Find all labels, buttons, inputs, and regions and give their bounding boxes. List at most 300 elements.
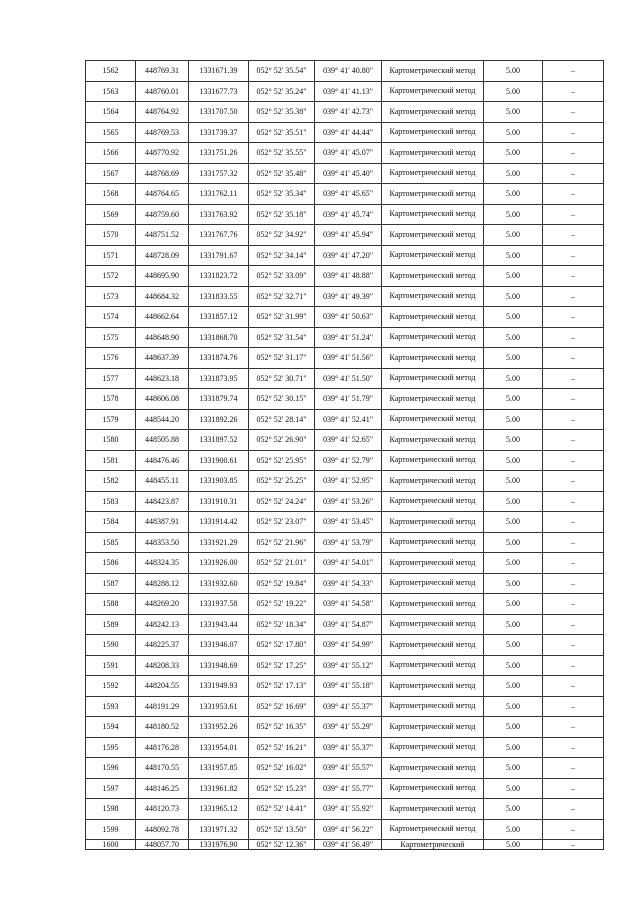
point-number-cell: 1585 (86, 532, 136, 553)
tolerance-cell: 5.00 (484, 450, 543, 471)
method-cell: Картометрический метод (382, 225, 484, 246)
note-cell: – (543, 286, 604, 307)
point-number-cell: 1598 (86, 799, 136, 820)
method-cell: Картометрический метод (382, 245, 484, 266)
tolerance-cell: 5.00 (484, 143, 543, 164)
tolerance-cell: 5.00 (484, 553, 543, 574)
method-cell: Картометрический метод (382, 532, 484, 553)
longitude-cell: 039° 41' 49.39" (315, 286, 382, 307)
x-coordinate-cell: 448170.55 (136, 758, 189, 779)
longitude-cell: 039° 41' 47.20" (315, 245, 382, 266)
method-cell: Картометрический метод (382, 81, 484, 102)
method-cell: Картометрический метод (382, 594, 484, 615)
longitude-cell: 039° 41' 45.40" (315, 163, 382, 184)
x-coordinate-cell: 448637.39 (136, 348, 189, 369)
table-row (86, 491, 604, 512)
point-number-cell: 1564 (86, 102, 136, 123)
x-coordinate-cell: 448648.90 (136, 327, 189, 348)
point-number-cell: 1600 (86, 840, 136, 850)
table-row (86, 676, 604, 697)
method-cell: Картометрический метод (382, 696, 484, 717)
table-row (86, 635, 604, 656)
latitude-cell: 052° 52' 34.14" (249, 245, 315, 266)
x-coordinate-cell: 448423.87 (136, 491, 189, 512)
longitude-cell: 039° 41' 51.56" (315, 348, 382, 369)
y-coordinate-cell: 1331763.92 (189, 204, 249, 225)
y-coordinate-cell: 1331671.39 (189, 61, 249, 82)
method-cell: Картометрический метод (382, 122, 484, 143)
latitude-cell: 052° 52' 34.92" (249, 225, 315, 246)
y-coordinate-cell: 1331948.69 (189, 655, 249, 676)
tolerance-cell: 5.00 (484, 225, 543, 246)
note-cell: – (543, 225, 604, 246)
tolerance-cell: 5.00 (484, 286, 543, 307)
method-cell: Картометрический метод (382, 143, 484, 164)
method-cell: Картометрический метод (382, 184, 484, 205)
longitude-cell: 039° 41' 53.45" (315, 512, 382, 533)
note-cell: – (543, 102, 604, 123)
method-cell: Картометрический метод (382, 204, 484, 225)
x-coordinate-cell: 448353.50 (136, 532, 189, 553)
note-cell: – (543, 307, 604, 328)
x-coordinate-cell: 448208.33 (136, 655, 189, 676)
longitude-cell: 039° 41' 55.77" (315, 778, 382, 799)
longitude-cell: 039° 41' 41.13" (315, 81, 382, 102)
y-coordinate-cell: 1331677.73 (189, 81, 249, 102)
longitude-cell: 039° 41' 56.22" (315, 819, 382, 840)
note-cell: – (543, 696, 604, 717)
x-coordinate-cell: 448176.28 (136, 737, 189, 758)
method-cell: Картометрический метод (382, 389, 484, 410)
tolerance-cell: 5.00 (484, 122, 543, 143)
tolerance-cell: 5.00 (484, 184, 543, 205)
method-cell: Картометрический метод (382, 553, 484, 574)
x-coordinate-cell: 448476.46 (136, 450, 189, 471)
note-cell: – (543, 778, 604, 799)
latitude-cell: 052° 52' 23.07" (249, 512, 315, 533)
note-cell: – (543, 573, 604, 594)
method-cell: Картометрический метод (382, 471, 484, 492)
tolerance-cell: 5.00 (484, 758, 543, 779)
method-cell: Картометрический метод (382, 512, 484, 533)
x-coordinate-cell: 448120.73 (136, 799, 189, 820)
latitude-cell: 052° 52' 31.54" (249, 327, 315, 348)
latitude-cell: 052° 52' 15.23" (249, 778, 315, 799)
note-cell: – (543, 491, 604, 512)
note-cell: – (543, 471, 604, 492)
latitude-cell: 052° 52' 19.22" (249, 594, 315, 615)
tolerance-cell: 5.00 (484, 102, 543, 123)
latitude-cell: 052° 52' 35.18" (249, 204, 315, 225)
point-number-cell: 1588 (86, 594, 136, 615)
method-cell: Картометрический метод (382, 348, 484, 369)
method-cell: Картометрический метод (382, 717, 484, 738)
y-coordinate-cell: 1331965.12 (189, 799, 249, 820)
x-coordinate-cell: 448759.60 (136, 204, 189, 225)
table-row (86, 368, 604, 389)
table-row (86, 266, 604, 287)
note-cell: – (543, 409, 604, 430)
coordinates-table-sheet (85, 60, 603, 850)
point-number-cell: 1567 (86, 163, 136, 184)
longitude-cell: 039° 41' 54.87" (315, 614, 382, 635)
y-coordinate-cell: 1331914.42 (189, 512, 249, 533)
latitude-cell: 052° 52' 26.90" (249, 430, 315, 451)
table-row (86, 799, 604, 820)
latitude-cell: 052° 52' 21.96" (249, 532, 315, 553)
tolerance-cell: 5.00 (484, 81, 543, 102)
tolerance-cell: 5.00 (484, 717, 543, 738)
note-cell: – (543, 553, 604, 574)
table-row (86, 143, 604, 164)
tolerance-cell: 5.00 (484, 512, 543, 533)
table-row (86, 819, 604, 840)
y-coordinate-cell: 1331953.61 (189, 696, 249, 717)
point-number-cell: 1599 (86, 819, 136, 840)
tolerance-cell: 5.00 (484, 430, 543, 451)
table-row (86, 122, 604, 143)
point-number-cell: 1579 (86, 409, 136, 430)
y-coordinate-cell: 1331954.01 (189, 737, 249, 758)
table-row (86, 389, 604, 410)
table-row (86, 102, 604, 123)
y-coordinate-cell: 1331976.90 (189, 840, 249, 850)
latitude-cell: 052° 52' 32.71" (249, 286, 315, 307)
tolerance-cell: 5.00 (484, 368, 543, 389)
longitude-cell: 039° 41' 55.92" (315, 799, 382, 820)
tolerance-cell: 5.00 (484, 778, 543, 799)
point-number-cell: 1587 (86, 573, 136, 594)
longitude-cell: 039° 41' 55.12" (315, 655, 382, 676)
latitude-cell: 052° 52' 16.35" (249, 717, 315, 738)
x-coordinate-cell: 448180.52 (136, 717, 189, 738)
point-number-cell: 1572 (86, 266, 136, 287)
longitude-cell: 039° 41' 40.80" (315, 61, 382, 82)
tolerance-cell: 5.00 (484, 614, 543, 635)
table-row (86, 348, 604, 369)
point-number-cell: 1584 (86, 512, 136, 533)
latitude-cell: 052° 52' 33.09" (249, 266, 315, 287)
tolerance-cell: 5.00 (484, 655, 543, 676)
note-cell: – (543, 635, 604, 656)
method-cell: Картометрический метод (382, 266, 484, 287)
x-coordinate-cell: 448769.31 (136, 61, 189, 82)
latitude-cell: 052° 52' 16.21" (249, 737, 315, 758)
x-coordinate-cell: 448684.32 (136, 286, 189, 307)
note-cell: – (543, 717, 604, 738)
tolerance-cell: 5.00 (484, 266, 543, 287)
point-number-cell: 1570 (86, 225, 136, 246)
y-coordinate-cell: 1331932.60 (189, 573, 249, 594)
longitude-cell: 039° 41' 55.29" (315, 717, 382, 738)
note-cell: – (543, 348, 604, 369)
y-coordinate-cell: 1331892.26 (189, 409, 249, 430)
tolerance-cell: 5.00 (484, 799, 543, 820)
tolerance-cell: 5.00 (484, 61, 543, 82)
x-coordinate-cell: 448764.92 (136, 102, 189, 123)
x-coordinate-cell: 448204.55 (136, 676, 189, 697)
point-number-cell: 1586 (86, 553, 136, 574)
point-number-cell: 1578 (86, 389, 136, 410)
y-coordinate-cell: 1331943.44 (189, 614, 249, 635)
point-number-cell: 1574 (86, 307, 136, 328)
longitude-cell: 039° 41' 55.37" (315, 696, 382, 717)
latitude-cell: 052° 52' 21.01" (249, 553, 315, 574)
table-row (86, 430, 604, 451)
y-coordinate-cell: 1331791.67 (189, 245, 249, 266)
point-number-cell: 1590 (86, 635, 136, 656)
y-coordinate-cell: 1331946.07 (189, 635, 249, 656)
table-row (86, 307, 604, 328)
tolerance-cell: 5.00 (484, 389, 543, 410)
note-cell: – (543, 122, 604, 143)
latitude-cell: 052° 52' 30.71" (249, 368, 315, 389)
point-number-cell: 1583 (86, 491, 136, 512)
longitude-cell: 039° 41' 54.01" (315, 553, 382, 574)
longitude-cell: 039° 41' 51.79" (315, 389, 382, 410)
x-coordinate-cell: 448662.64 (136, 307, 189, 328)
y-coordinate-cell: 1331879.74 (189, 389, 249, 410)
longitude-cell: 039° 41' 51.24" (315, 327, 382, 348)
method-cell: Картометрический метод (382, 799, 484, 820)
x-coordinate-cell: 448769.53 (136, 122, 189, 143)
y-coordinate-cell: 1331900.61 (189, 450, 249, 471)
method-cell: Картометрический метод (382, 614, 484, 635)
tolerance-cell: 5.00 (484, 594, 543, 615)
x-coordinate-cell: 448057.70 (136, 840, 189, 850)
tolerance-cell: 5.00 (484, 491, 543, 512)
longitude-cell: 039° 41' 51.50" (315, 368, 382, 389)
x-coordinate-cell: 448324.35 (136, 553, 189, 574)
x-coordinate-cell: 448505.88 (136, 430, 189, 451)
y-coordinate-cell: 1331937.58 (189, 594, 249, 615)
longitude-cell: 039° 41' 45.65" (315, 184, 382, 205)
point-number-cell: 1596 (86, 758, 136, 779)
latitude-cell: 052° 52' 35.55" (249, 143, 315, 164)
method-cell: Картометрический метод (382, 573, 484, 594)
tolerance-cell: 5.00 (484, 409, 543, 430)
latitude-cell: 052° 52' 25.25" (249, 471, 315, 492)
point-number-cell: 1591 (86, 655, 136, 676)
y-coordinate-cell: 1331739.37 (189, 122, 249, 143)
longitude-cell: 039° 41' 45.94" (315, 225, 382, 246)
y-coordinate-cell: 1331949.93 (189, 676, 249, 697)
tolerance-cell: 5.00 (484, 840, 543, 850)
longitude-cell: 039° 41' 55.57" (315, 758, 382, 779)
table-row (86, 450, 604, 471)
table-row (86, 61, 604, 82)
longitude-cell: 039° 41' 56.49" (315, 840, 382, 850)
method-cell: Картометрический метод (382, 163, 484, 184)
note-cell: – (543, 532, 604, 553)
method-cell: Картометрический метод (382, 102, 484, 123)
point-number-cell: 1571 (86, 245, 136, 266)
tolerance-cell: 5.00 (484, 307, 543, 328)
table-row (86, 717, 604, 738)
note-cell: – (543, 204, 604, 225)
method-cell: Картометрический метод (382, 676, 484, 697)
x-coordinate-cell: 448544.20 (136, 409, 189, 430)
x-coordinate-cell: 448191.29 (136, 696, 189, 717)
point-number-cell: 1595 (86, 737, 136, 758)
method-cell: Картометрический метод (382, 778, 484, 799)
table-row (86, 327, 604, 348)
note-cell: – (543, 327, 604, 348)
longitude-cell: 039° 41' 52.41" (315, 409, 382, 430)
tolerance-cell: 5.00 (484, 696, 543, 717)
note-cell: – (543, 81, 604, 102)
note-cell: – (543, 245, 604, 266)
point-number-cell: 1589 (86, 614, 136, 635)
latitude-cell: 052° 52' 13.50" (249, 819, 315, 840)
method-cell: Картометрический метод (382, 327, 484, 348)
table-row (86, 409, 604, 430)
x-coordinate-cell: 448455.11 (136, 471, 189, 492)
table-row (86, 614, 604, 635)
longitude-cell: 039° 41' 54.58" (315, 594, 382, 615)
note-cell: – (543, 758, 604, 779)
point-number-cell: 1597 (86, 778, 136, 799)
coordinates-table (85, 60, 604, 850)
point-number-cell: 1582 (86, 471, 136, 492)
note-cell: – (543, 737, 604, 758)
x-coordinate-cell: 448768.69 (136, 163, 189, 184)
y-coordinate-cell: 1331762.11 (189, 184, 249, 205)
longitude-cell: 039° 41' 53.79" (315, 532, 382, 553)
latitude-cell: 052° 52' 19.84" (249, 573, 315, 594)
y-coordinate-cell: 1331926.00 (189, 553, 249, 574)
note-cell: – (543, 655, 604, 676)
latitude-cell: 052° 52' 16.69" (249, 696, 315, 717)
x-coordinate-cell: 448146.25 (136, 778, 189, 799)
note-cell: – (543, 163, 604, 184)
y-coordinate-cell: 1331868.70 (189, 327, 249, 348)
method-cell: Картометрический метод (382, 491, 484, 512)
tolerance-cell: 5.00 (484, 204, 543, 225)
table-row (86, 573, 604, 594)
table-row (86, 758, 604, 779)
tolerance-cell: 5.00 (484, 635, 543, 656)
y-coordinate-cell: 1331910.31 (189, 491, 249, 512)
point-number-cell: 1568 (86, 184, 136, 205)
table-row (86, 286, 604, 307)
note-cell: – (543, 512, 604, 533)
method-cell: Картометрический метод (382, 819, 484, 840)
note-cell: – (543, 840, 604, 850)
method-cell: Картометрический метод (382, 655, 484, 676)
longitude-cell: 039° 41' 54.33" (315, 573, 382, 594)
tolerance-cell: 5.00 (484, 245, 543, 266)
y-coordinate-cell: 1331833.55 (189, 286, 249, 307)
x-coordinate-cell: 448760.01 (136, 81, 189, 102)
longitude-cell: 039° 41' 45.74" (315, 204, 382, 225)
x-coordinate-cell: 448623.18 (136, 368, 189, 389)
latitude-cell: 052° 52' 12.36" (249, 840, 315, 850)
y-coordinate-cell: 1331707.50 (189, 102, 249, 123)
method-cell: Картометрический метод (382, 450, 484, 471)
y-coordinate-cell: 1331751.26 (189, 143, 249, 164)
y-coordinate-cell: 1331952.26 (189, 717, 249, 738)
longitude-cell: 039° 41' 42.73" (315, 102, 382, 123)
latitude-cell: 052° 52' 35.38" (249, 102, 315, 123)
longitude-cell: 039° 41' 52.95" (315, 471, 382, 492)
longitude-cell: 039° 41' 52.65" (315, 430, 382, 451)
note-cell: – (543, 594, 604, 615)
latitude-cell: 052° 52' 31.99" (249, 307, 315, 328)
point-number-cell: 1594 (86, 717, 136, 738)
latitude-cell: 052° 52' 16.02" (249, 758, 315, 779)
method-cell: Картометрический метод (382, 286, 484, 307)
x-coordinate-cell: 448728.09 (136, 245, 189, 266)
x-coordinate-cell: 448695.90 (136, 266, 189, 287)
table-row (86, 512, 604, 533)
longitude-cell: 039° 41' 50.63" (315, 307, 382, 328)
x-coordinate-cell: 448092.78 (136, 819, 189, 840)
point-number-cell: 1565 (86, 122, 136, 143)
point-number-cell: 1562 (86, 61, 136, 82)
y-coordinate-cell: 1331874.76 (189, 348, 249, 369)
tolerance-cell: 5.00 (484, 471, 543, 492)
point-number-cell: 1569 (86, 204, 136, 225)
table-row (86, 696, 604, 717)
y-coordinate-cell: 1331957.85 (189, 758, 249, 779)
table-row (86, 184, 604, 205)
latitude-cell: 052° 52' 18.34" (249, 614, 315, 635)
tolerance-cell: 5.00 (484, 573, 543, 594)
method-cell: Картометрический метод (382, 758, 484, 779)
x-coordinate-cell: 448770.92 (136, 143, 189, 164)
tolerance-cell: 5.00 (484, 348, 543, 369)
latitude-cell: 052° 52' 25.95" (249, 450, 315, 471)
y-coordinate-cell: 1331857.12 (189, 307, 249, 328)
note-cell: – (543, 450, 604, 471)
table-row (86, 471, 604, 492)
tolerance-cell: 5.00 (484, 676, 543, 697)
latitude-cell: 052° 52' 24.24" (249, 491, 315, 512)
table-row (86, 655, 604, 676)
longitude-cell: 039° 41' 48.88" (315, 266, 382, 287)
table-row (86, 245, 604, 266)
table-row (86, 553, 604, 574)
x-coordinate-cell: 448242.13 (136, 614, 189, 635)
point-number-cell: 1581 (86, 450, 136, 471)
y-coordinate-cell: 1331873.95 (189, 368, 249, 389)
table-row (86, 532, 604, 553)
note-cell: – (543, 184, 604, 205)
table-body (86, 61, 604, 850)
y-coordinate-cell: 1331897.52 (189, 430, 249, 451)
tolerance-cell: 5.00 (484, 532, 543, 553)
y-coordinate-cell: 1331757.32 (189, 163, 249, 184)
x-coordinate-cell: 448751.52 (136, 225, 189, 246)
note-cell: – (543, 61, 604, 82)
x-coordinate-cell: 448269.20 (136, 594, 189, 615)
note-cell: – (543, 614, 604, 635)
latitude-cell: 052° 52' 35.54" (249, 61, 315, 82)
table-row (86, 204, 604, 225)
x-coordinate-cell: 448387.91 (136, 512, 189, 533)
latitude-cell: 052° 52' 35.48" (249, 163, 315, 184)
latitude-cell: 052° 52' 35.51" (249, 122, 315, 143)
point-number-cell: 1573 (86, 286, 136, 307)
tolerance-cell: 5.00 (484, 327, 543, 348)
point-number-cell: 1577 (86, 368, 136, 389)
method-cell: Картометрический метод (382, 737, 484, 758)
y-coordinate-cell: 1331823.72 (189, 266, 249, 287)
note-cell: – (543, 266, 604, 287)
latitude-cell: 052° 52' 30.15" (249, 389, 315, 410)
method-cell: Картометрический метод (382, 635, 484, 656)
